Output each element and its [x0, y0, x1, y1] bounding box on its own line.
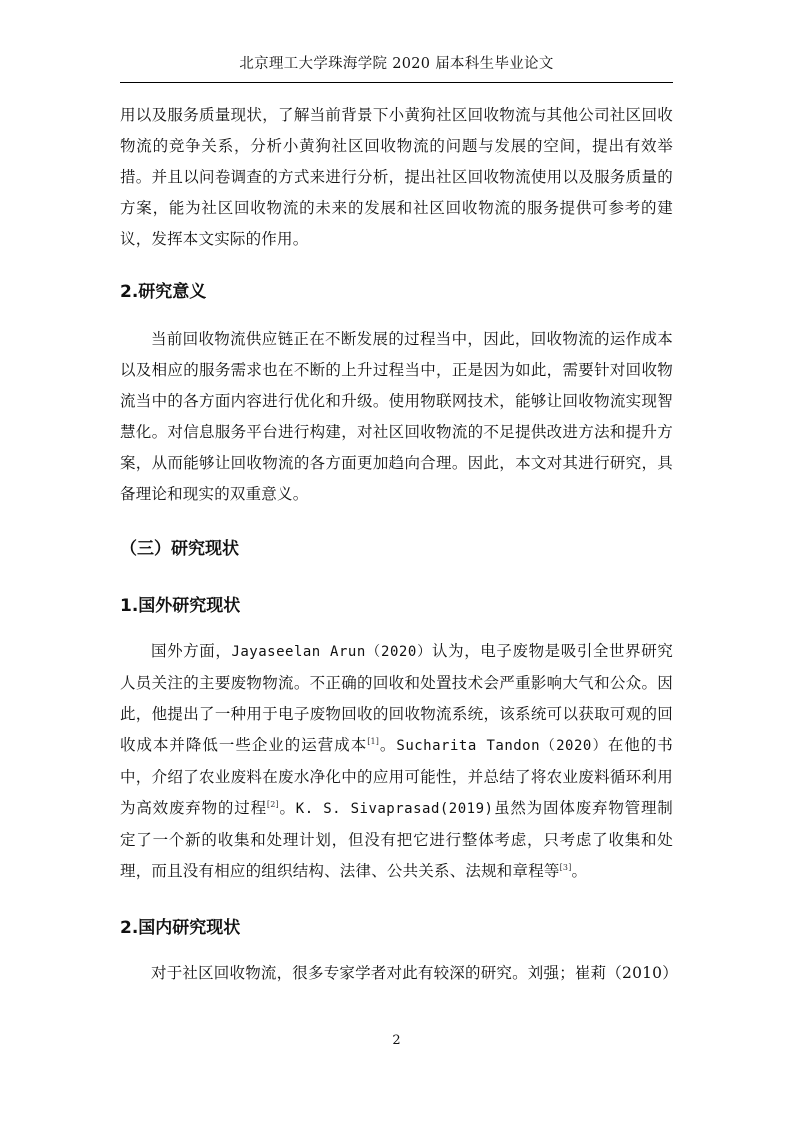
heading-domestic-research: 2.国内研究现状	[120, 918, 241, 938]
heading-research-status: （三）研究现状	[120, 539, 239, 559]
page-number: 2	[392, 1033, 401, 1048]
page-content	[120, 100, 678, 989]
para3-text-7: 。	[571, 862, 588, 880]
para3-text-4: 在他的书中，介绍了农业废料在废水净化中的应用可能性，并总结了将农业废料循环利用为高效废弃物的过程	[120, 736, 673, 817]
para3-text-6: 虽然为固体废弃物管理制定了一个新的收集和处理计划，但没有把它进行整体考虑，只考虑了收集和处理，而且没有相应的组织结构、法律、公共关系、法规和章程等	[120, 799, 674, 880]
para3-text-5: 。	[278, 799, 296, 817]
citation-3: [3]	[559, 863, 572, 872]
author-tandon: Sucharita Tandon（2020）	[396, 738, 608, 754]
para3-text-2: 认为，电子废物是吸引全世界研究人员关注的主要废物物流。不正确的回收和处置技术会严重影响大气和公众。因此，他提出了一种用于电子废物回收的回收物流系统，该系统可以获取可观的回收成本并降低一些企业的运营成本	[120, 642, 673, 754]
paragraph-2: 当前回收物流供应链正在不断发展的过程当中，因此，回收物流的运作成本以及相应的服务需求也在不断的上升过程当中，正是因为如此，需要针对回收物流当中的各方面内容进行优化和升级。使用物联网技术，能够让回收物流实现智慧化。对信息服务平台进行构建，对社区回收物流的不足提供改进方法和提升方案，从而能够让回收物流的各方面更加趋向合理。因此，本文对其进行研究，具备理论和现实的双重意义。	[120, 330, 673, 503]
paragraph-3	[120, 636, 673, 887]
author-jayaseelan: Jayaseelan Arun（2020）	[231, 644, 433, 660]
paragraph-4: 对于社区回收物流，很多专家学者对此有较深的研究。刘强；崔莉（2010）	[151, 964, 678, 982]
paragraph-1: 用以及服务质量现状，了解当前背景下小黄狗社区回收物流与其他公司社区回收物流的竞争关系，分析小黄狗社区回收物流的问题与发展的空间，提出有效举措。并且以问卷调查的方式来进行分析，提出社区回收物流使用以及服务质量的方案，能为社区回收物流的未来的发展和社区回收物流的服务提供可参考的建议，发挥本文实际的作用。	[120, 106, 673, 248]
header-rule	[120, 82, 673, 83]
citation-2: [2]	[266, 800, 279, 809]
author-sivaprasad: K. S. Sivaprasad(2019)	[295, 801, 494, 817]
heading-foreign-research: 1.国外研究现状	[120, 596, 241, 616]
heading-research-significance: 2.研究意义	[120, 282, 207, 302]
page-header: 北京理工大学珠海学院 2020 届本科生毕业论文	[239, 56, 554, 72]
citation-1: [1]	[367, 737, 380, 746]
para3-text-3: 。	[379, 736, 397, 754]
para3-text-1: 国外方面，	[151, 642, 232, 660]
